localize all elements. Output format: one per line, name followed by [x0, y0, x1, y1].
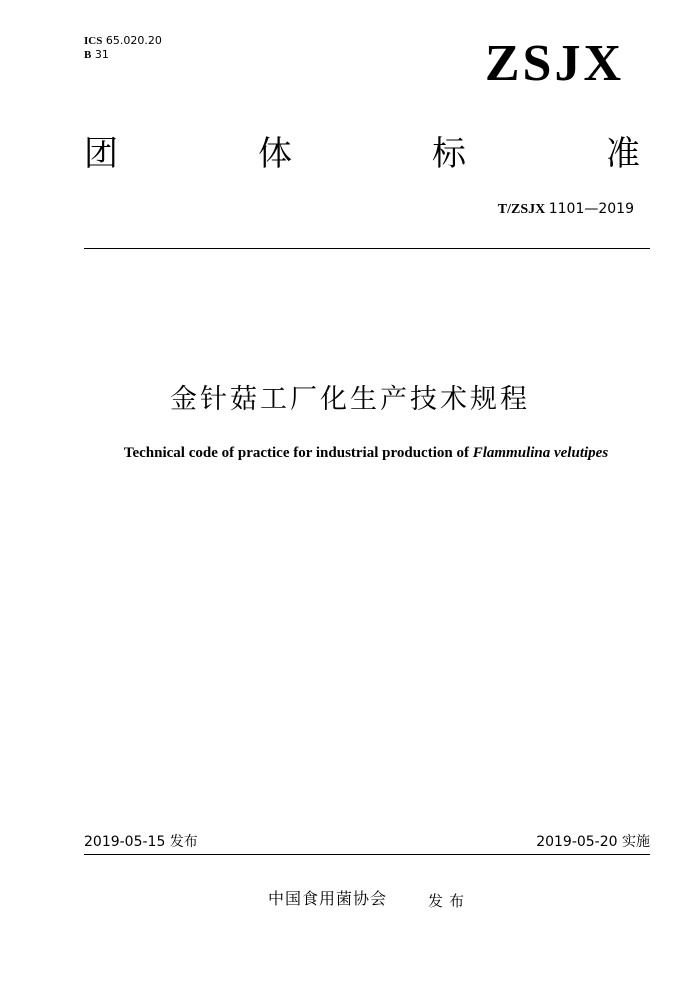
classification-codes [84, 34, 162, 62]
heading-char: 团 [84, 134, 118, 174]
ccs-code: 31 [94, 48, 109, 61]
bottom-divider [84, 854, 650, 855]
heading-char: 体 [258, 134, 292, 174]
english-title [0, 443, 700, 463]
top-divider [84, 248, 650, 249]
species-name: Flammulina velutipes [472, 445, 609, 461]
chinese-title: 金针菇工厂化生产技术规程 [170, 384, 530, 415]
ics-line [84, 34, 162, 48]
standard-code [498, 200, 634, 219]
heading-char: 准 [606, 134, 640, 174]
standard-type-heading [84, 132, 640, 176]
issuing-organization: 中国食用菌协会 [268, 889, 388, 908]
association-logo: ZSJX [484, 35, 624, 92]
issue-date: 2019-05-15 发布 [84, 834, 198, 850]
english-title-text: Technical code of practice for industrial production of [123, 445, 469, 461]
publish-label: 发布 [428, 892, 471, 910]
standard-code-prefix: T/ZSJX [497, 202, 546, 217]
heading-char: 标 [432, 134, 466, 174]
ccs-label: B [84, 49, 92, 61]
ics-label: ICS [84, 35, 103, 47]
ics-code: 65.020.20 [105, 34, 162, 47]
implementation-date: 2019-05-20 实施 [536, 834, 650, 850]
ccs-line [84, 48, 162, 62]
standard-code-number: 1101—2019 [548, 201, 634, 217]
